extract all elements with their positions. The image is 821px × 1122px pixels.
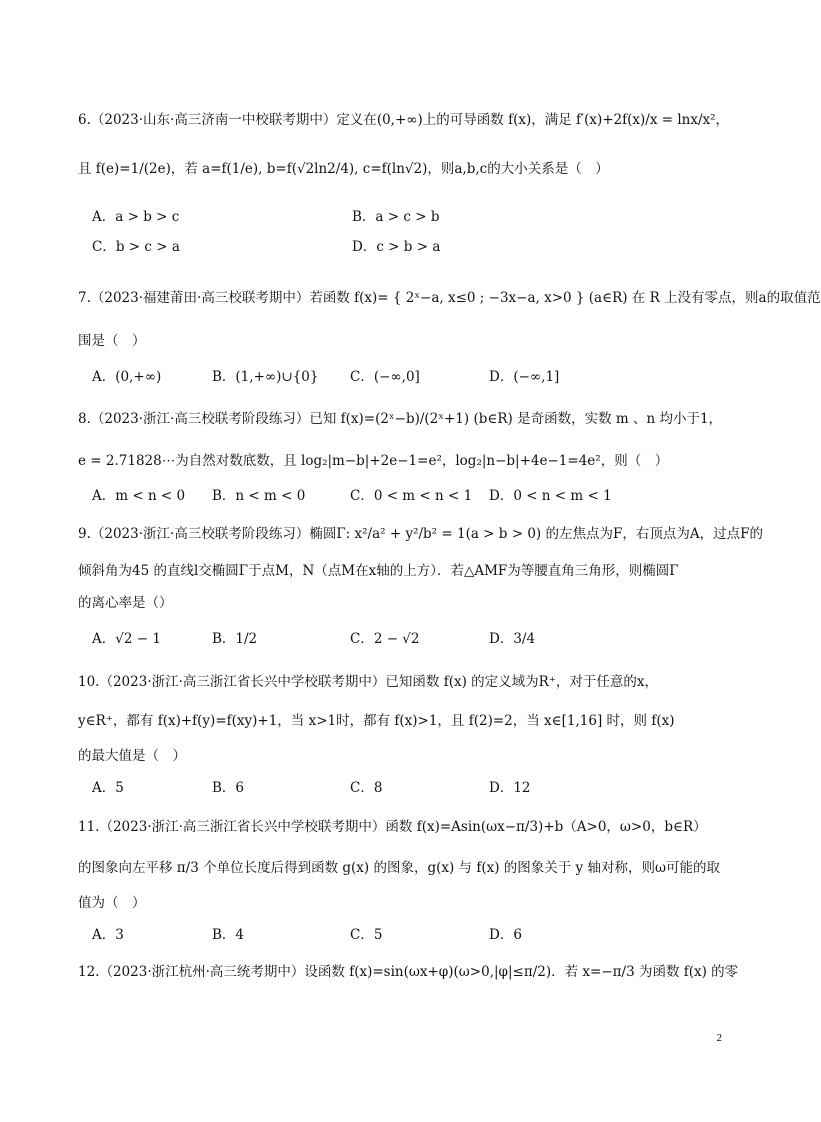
question-11-option-d[interactable]: D．6: [489, 927, 522, 943]
question-11-option-a[interactable]: A．3: [92, 927, 124, 943]
question-6-option-a[interactable]: A．a > b > c: [92, 209, 180, 225]
question-6-stem-line-1: 6.（2023·山东·高三济南一中校联考期中）定义在(0,+∞)上的可导函数 f(x)，满足 f′(x)+2f(x)/x = lnx/x²，: [78, 112, 730, 128]
question-10-stem-line-2: y∈R⁺，都有 f(x)+f(y)=f(xy)+1，当 x>1时，都有 f(x)>1，且 f(2)=2，当 x∈[1,16] 时，则 f(x): [78, 713, 675, 729]
question-6-stem-line-2: 且 f(e)=1/(2e)，若 a=f(1/e), b=f(√2ln2/4), c=f(ln√2)，则a,b,c的大小关系是（ ）: [78, 161, 609, 177]
question-8-option-c[interactable]: C．0 < m < n < 1: [350, 488, 473, 504]
question-10-option-b[interactable]: B．6: [212, 780, 245, 796]
question-11-stem-line-1: 11.（2023·浙江·高三浙江省长兴中学校联考期中）函数 f(x)=Asin(ωx−π/3)+b（A>0，ω>0，b∈R）: [78, 819, 707, 835]
question-10-stem-line-3: 的最大值是（ ）: [78, 748, 186, 764]
question-11-option-b[interactable]: B．4: [212, 927, 245, 943]
question-6-option-c[interactable]: C．b > c > a: [92, 239, 180, 255]
question-7-stem-line-2: 围是（ ）: [78, 333, 146, 349]
question-11-stem-line-3: 值为（ ）: [78, 895, 146, 911]
question-11-stem-line-2: 的图象向左平移 π/3 个单位长度后得到函数 g(x) 的图象，g(x) 与 f(x) 的图象关于 y 轴对称，则ω可能的取: [78, 860, 720, 876]
question-7-option-d[interactable]: D．(−∞,1]: [489, 369, 560, 385]
question-8-option-a[interactable]: A．m < n < 0: [92, 488, 186, 504]
question-9-options: [92, 630, 712, 648]
question-7-options: [92, 368, 712, 386]
question-10-option-d[interactable]: D．12: [489, 780, 531, 796]
question-9-option-d[interactable]: D．3/4: [489, 631, 536, 647]
question-10-option-a[interactable]: A．5: [92, 780, 124, 796]
question-10-stem-line-1: 10.（2023·浙江·高三浙江省长兴中学校联考期中）已知函数 f(x) 的定义域为R⁺，对于任意的x，: [78, 674, 659, 690]
question-11-options: [92, 926, 712, 944]
page-number: 2: [716, 1032, 722, 1044]
question-6-options-row-2: [92, 238, 712, 256]
question-12-stem-line-1: 12.（2023·浙江杭州·高三统考期中）设函数 f(x)=sin(ωx+φ)(ω>0,|φ|≤π/2)．若 x=−π/3 为函数 f(x) 的零: [78, 964, 739, 980]
question-8-stem-line-1: 8.（2023·浙江·高三校联考阶段练习）已知 f(x)=(2ˣ−b)/(2ˣ+1) (b∈R) 是奇函数，实数 m 、n 均小于1，: [78, 411, 723, 427]
question-11-option-c[interactable]: C．5: [350, 927, 383, 943]
question-6-options-row-1: [92, 208, 712, 226]
question-10-options: [92, 779, 712, 797]
question-9-stem-line-3: 的离心率是（）: [78, 595, 173, 611]
question-9-stem-line-1: 9.（2023·浙江·高三校联考阶段练习）椭圆Γ: x²/a² + y²/b² = 1(a > b > 0) 的左焦点为F，右顶点为A，过点F的: [78, 526, 763, 542]
question-9-stem-line-2: 倾斜角为45 的直线l交椭圆Γ于点M，N（点M在x轴的上方）．若△AMF为等腰直角三角形，则椭圆Γ: [78, 563, 679, 579]
question-8-option-b[interactable]: B．n < m < 0: [212, 488, 306, 504]
question-6-option-d[interactable]: D．c > b > a: [352, 239, 441, 255]
question-7-option-b[interactable]: B．(1,+∞)∪{0}: [212, 369, 319, 385]
question-7-stem-line-1: 7.（2023·福建莆田·高三校联考期中）若函数 f(x)= { 2ˣ−a, x≤0 ; −3x−a, x>0 } (a∈R) 在 R 上没有零点，则a的取值范: [78, 290, 821, 306]
question-9-option-c[interactable]: C．2 − √2: [350, 631, 420, 647]
question-9-option-a[interactable]: A．√2 − 1: [92, 631, 161, 647]
question-8-stem-line-2: e = 2.71828⋯为自然对数底数，且 log₂|m−b|+2e−1=e²，log₂|n−b|+4e−1=4e²，则（ ）: [78, 453, 669, 469]
question-9-option-b[interactable]: B．1/2: [212, 631, 258, 647]
question-8-options: [92, 487, 712, 505]
question-10-option-c[interactable]: C．8: [350, 780, 383, 796]
question-7-option-c[interactable]: C．(−∞,0]: [350, 369, 420, 385]
question-8-option-d[interactable]: D．0 < n < m < 1: [489, 488, 612, 504]
question-6-option-b[interactable]: B．a > c > b: [352, 209, 440, 225]
question-7-option-a[interactable]: A．(0,+∞): [92, 369, 162, 385]
